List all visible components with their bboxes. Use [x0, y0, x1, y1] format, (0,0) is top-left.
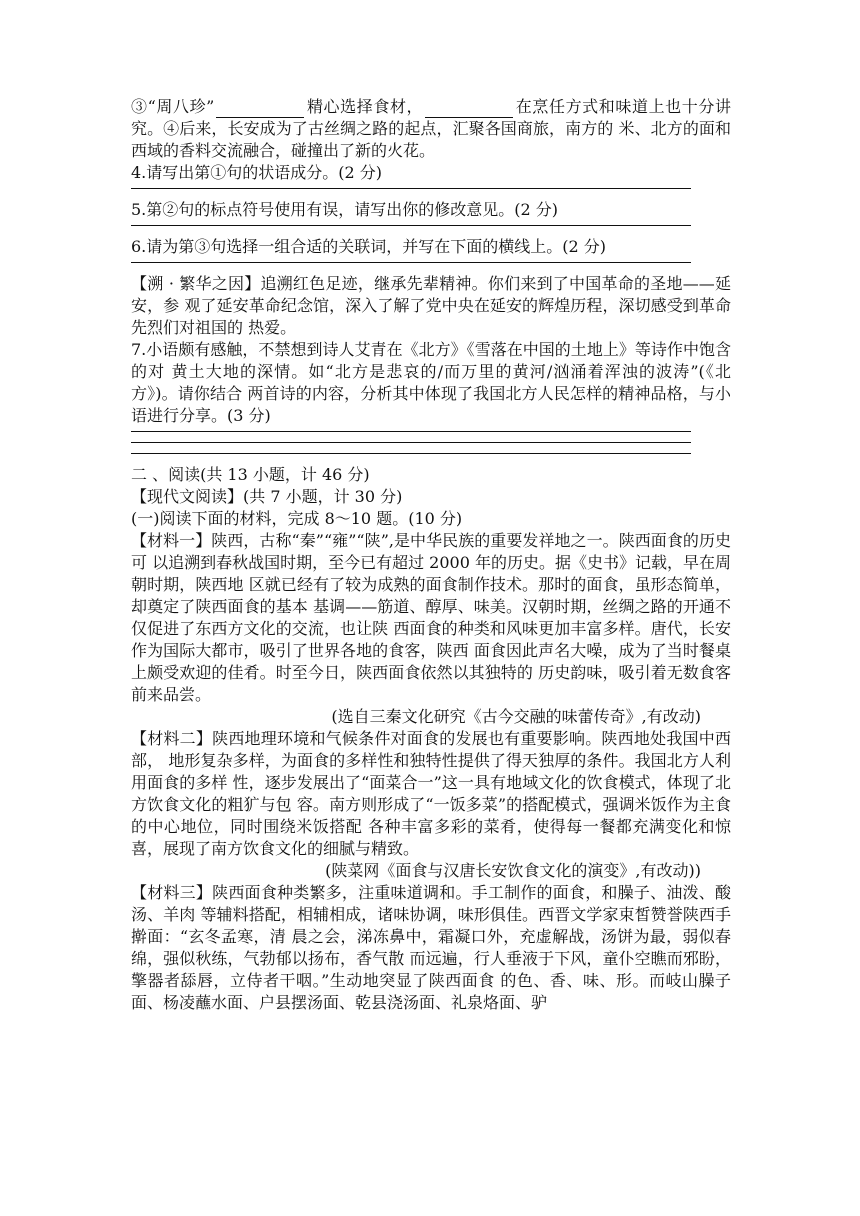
reading-part1-heading: (一)阅读下面的材料，完成 8～10 题。(10 分) [131, 509, 463, 528]
question-4: 4.请写出第①句的状语成分。(2 分) [131, 163, 383, 182]
modern-reading-heading: 【现代文阅读】(共 7 小题，计 30 分) [131, 487, 403, 506]
answer-line[interactable] [131, 225, 691, 226]
question-7: 7.小语颇有感触，不禁想到诗人艾青在《北方》《雪落在中国的土地上》等诗作中饱含的对 黄土大地的深情。如“北方是悲哀的/而万里的黄河/汹涌着浑浊的波涛”(《北方》)。请你结合 两首诗的内容，分析其中体现了我国北方人民怎样的精神品格，与小语进行分享。(3 分) [131, 340, 731, 425]
answer-line[interactable] [131, 431, 691, 432]
answer-blank[interactable] [216, 101, 304, 118]
material-1-text: 【材料一】陕西，古称“秦”“雍”“陕”,是中华民族的重要发祥地之一。陕西面食的历史可 以追溯到春秋战国时期，至今已有超过 2000 年的历史。据《史书》记载，早在周朝时期，陕西地 区就已经有了较为成熟的面食制作技术。那时的面食，虽形态简单，却奠定了陕西面食的基本 基调——筋道、醇厚、味美。汉朝时期，丝绸之路的开通不仅促进了东西方文化的交流，也让陕 西面食的种类和风味更加丰富多样。唐代，长安作为国际大都市，吸引了世界各地的食客，陕西 面食因此声名大噪，成为了当时餐桌上颇受欢迎的佳肴。时至今日，陕西面食依然以其独特的 历史韵味，吸引着无数食客前来品尝。 [131, 531, 731, 704]
question-6: 6.请为第③句选择一组合适的关联词，并写在下面的横线上。(2 分) [131, 237, 607, 256]
section-su-text: 【溯 · 繁华之因】追溯红色足迹，继承先辈精神。你们来到了中国革命的圣地——延安，参 观了延安革命纪念馆，深入了解了党中央在延安的辉煌历程，深切感受到革命先烈们对祖国的 热爱。 [131, 274, 731, 337]
material-3-text: 【材料三】陕西面食种类繁多，注重味道调和。手工制作的面食，和臊子、油泼、酸汤、羊肉 等辅料搭配，相辅相成，诸味协调，味形俱佳。西晋文学家束皙赞誉陕西手擀面：“玄冬孟寒，清 晨之会，涕冻鼻中，霜凝口外，充虚解战，汤饼为最，弱似春绵，强似秋练，气勃郁以扬布，香气散 而远遍，行人垂液于下风，童仆空瞧而邪盼，擎器者舔唇，立侍者干咽。”生动地突显了陕西面食 的色、香、味、形。而岐山臊子面、杨凌蘸水面、户县摆汤面、乾县浇汤面、礼泉烙面、驴 [131, 883, 731, 1012]
document-page [131, 96, 731, 1014]
answer-line[interactable] [131, 442, 691, 443]
answer-line[interactable] [131, 453, 691, 454]
answer-line[interactable] [131, 188, 691, 189]
question-5: 5.第②句的标点符号使用有误，请写出你的修改意见。(2 分) [131, 200, 559, 219]
material-1-source: (选自三秦文化研究《古今交融的味蕾传奇》,有改动) [331, 707, 701, 726]
answer-line[interactable] [131, 262, 691, 263]
material-2-source: (陕菜网《面食与汉唐长安饮食文化的演变》,有改动)) [325, 861, 701, 880]
answer-blank[interactable] [425, 101, 513, 118]
reading-heading: 二 、阅读(共 13 小题，计 46 分) [131, 465, 370, 484]
material-2-text: 【材料二】陕西地理环境和气候条件对面食的发展也有重要影响。陕西地处我国中西部， 地形复杂多样，为面食的多样性和独特性提供了得天独厚的条件。我国北方人利用面食的多样 性，逐步发展出了“面菜合一”这一具有地域文化的饮食模式，体现了北方饮食文化的粗犷与包 容。南方则形成了“一饭多菜”的搭配模式，强调米饭作为主食的中心地位，同时围绕米饭搭配 各种丰富多彩的菜肴，使得每一餐都充满变化和惊喜，展现了南方饮食文化的细腻与精致。 [131, 729, 731, 858]
paragraph-q3-context: ③“周八珍” 精心选择食材， 在烹任方式和味道上也十分讲究。④后来，长安成为了古丝绸之路的起点，汇聚各国商旅，南方的 米、北方的面和西域的香料交流融合，碰撞出了新的火花。 [131, 97, 731, 160]
